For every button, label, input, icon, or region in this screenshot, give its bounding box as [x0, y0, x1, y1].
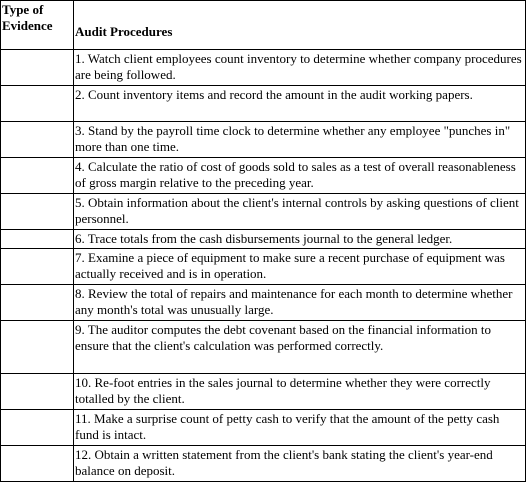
table-row [1, 374, 526, 410]
evidence-cell-4[interactable] [1, 158, 74, 194]
table-row [1, 285, 526, 321]
procedure-cell-10: 10. Re-foot entries in the sales journal to determine whether they were correctly totalled by the client. [74, 374, 526, 410]
table-row [1, 122, 526, 158]
procedure-cell-6: 6. Trace totals from the cash disbursements journal to the general ledger. [74, 230, 526, 249]
procedure-cell-2: 2. Count inventory items and record the amount in the audit working papers. [74, 86, 526, 122]
procedure-cell-9: 9. The auditor computes the debt covenant based on the financial information to ensure that the client's calculation was performed correctly. [74, 321, 526, 374]
procedure-cell-5: 5. Obtain information about the client's internal controls by asking questions of client personnel. [74, 194, 526, 230]
table-row [1, 194, 526, 230]
header-audit-procedures: Audit Procedures [74, 1, 526, 50]
evidence-cell-1[interactable] [1, 50, 74, 86]
procedure-cell-11: 11. Make a surprise count of petty cash to verify that the amount of the petty cash fund is intact. [74, 410, 526, 446]
evidence-cell-8[interactable] [1, 285, 74, 321]
procedure-cell-3: 3. Stand by the payroll time clock to determine whether any employee "punches in" more than one time. [74, 122, 526, 158]
evidence-cell-11[interactable] [1, 410, 74, 446]
evidence-cell-5[interactable] [1, 194, 74, 230]
procedure-cell-7: 7. Examine a piece of equipment to make sure a recent purchase of equipment was actually received and is in operation. [74, 249, 526, 285]
table-row [1, 50, 526, 86]
evidence-cell-3[interactable] [1, 122, 74, 158]
evidence-cell-10[interactable] [1, 374, 74, 410]
procedure-cell-1: 1. Watch client employees count inventory to determine whether company procedures are being followed. [74, 50, 526, 86]
table-row [1, 321, 526, 374]
table-row [1, 410, 526, 446]
table-row [1, 249, 526, 285]
table-row [1, 86, 526, 122]
evidence-cell-9[interactable] [1, 321, 74, 374]
procedure-cell-4: 4. Calculate the ratio of cost of goods sold to sales as a test of overall reasonableness of gross margin relative to the preceding year. [74, 158, 526, 194]
evidence-cell-2[interactable] [1, 86, 74, 122]
table-row [1, 230, 526, 249]
header-type-of-evidence: Type of Evidence [1, 1, 74, 50]
evidence-cell-7[interactable] [1, 249, 74, 285]
table-header-row [1, 1, 526, 50]
table-row [1, 158, 526, 194]
evidence-cell-6[interactable] [1, 230, 74, 249]
table-row [1, 446, 526, 482]
procedure-cell-8: 8. Review the total of repairs and maintenance for each month to determine whether any month's total was unusually large. [74, 285, 526, 321]
evidence-cell-12[interactable] [1, 446, 74, 482]
procedure-cell-12: 12. Obtain a written statement from the client's bank stating the client's year-end balance on deposit. [74, 446, 526, 482]
